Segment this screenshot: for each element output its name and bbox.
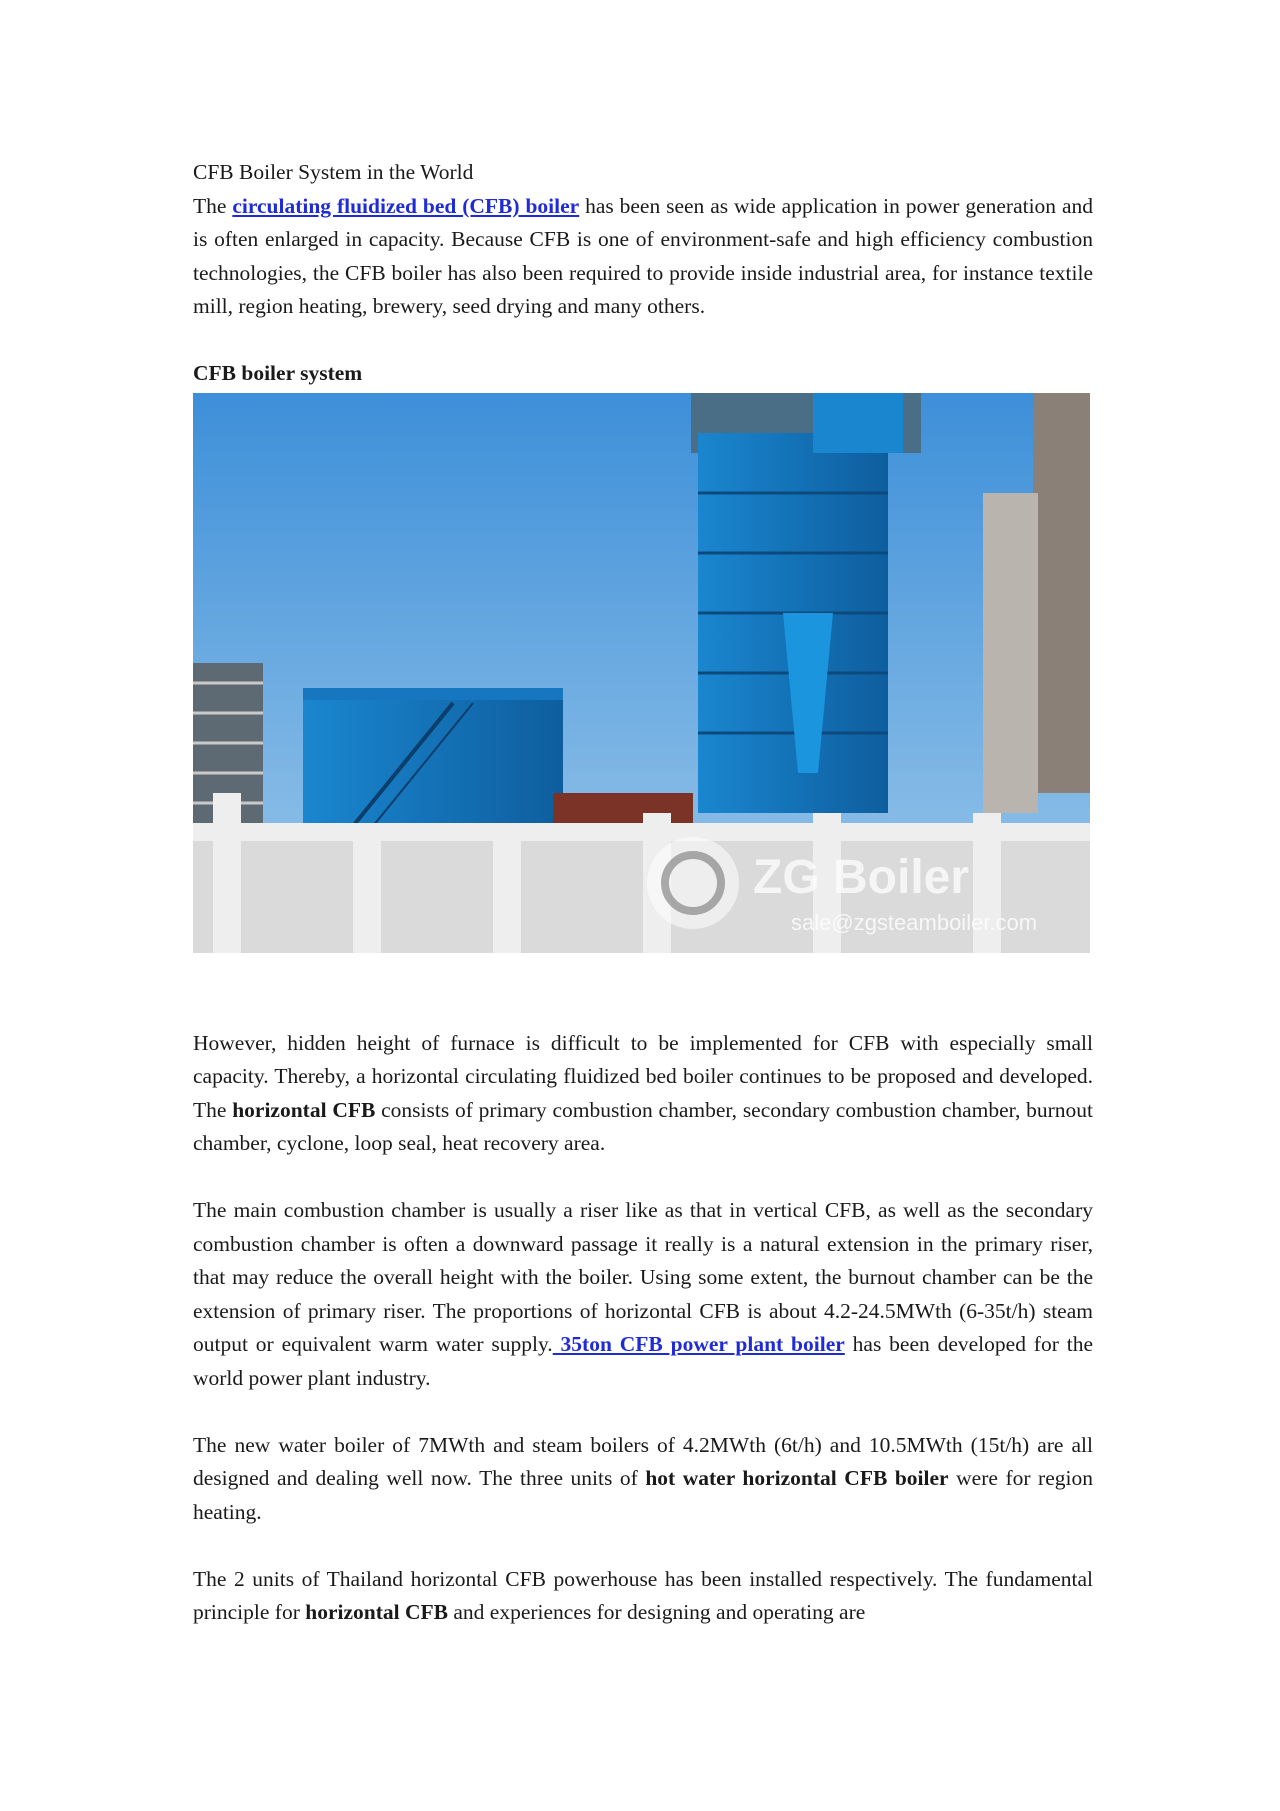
paragraph-1: However, hidden height of furnace is difficult to be implemented for CFB with especially small capacity. Thereby, a horizontal circulating fluidized bed boiler continues to be proposed and developed. The horizontal CFB consists of primary combustion chamber, secondary combustion chamber, burnout chamber, cyclone, loop seal, heat recovery area.: [193, 1030, 1094, 1155]
watermark-brand: ZG Boiler: [753, 850, 970, 904]
cfb-boiler-photo: [193, 393, 1090, 953]
bold-hot-water-cfb: hot water horizontal CFB boiler: [645, 1466, 949, 1490]
paragraph-3: The new water boiler of 7MWth and steam boilers of 4.2MWth (6t/h) and 10.5MWth (15t/h) are all designed and dealing well now. The three units of hot water horizontal CFB boiler were for region heating.: [193, 1432, 1093, 1524]
bold-horizontal-cfb-2: horizontal CFB: [305, 1600, 448, 1624]
document-page: [193, 156, 1093, 1630]
35ton-boiler-link[interactable]: 35ton CFB power plant boiler: [552, 1332, 845, 1356]
section-heading: CFB boiler system: [193, 361, 363, 385]
intro-text-2: has been seen as wide application in power generation and is often enlarged in capacity. Because CFB is one of environment-safe and high efficiency combustion technologies, the CFB boiler has also been required to provide inside industrial area, for instance textile mill, region heating, brewery, seed drying and many others.: [193, 193, 1093, 318]
document-title: CFB Boiler System in the World: [193, 160, 474, 184]
intro-text-1: The: [193, 193, 233, 218]
paragraph-4: The 2 units of Thailand horizontal CFB powerhouse has been installed respectively. The fundamental principle for horizontal CFB and experiences for designing and operating are: [193, 1566, 1093, 1624]
watermark-email: sale@zgsteamboiler.com: [791, 909, 1038, 935]
paragraph-2: The main combustion chamber is usually a riser like as that in vertical CFB, as well as the secondary combustion chamber is often a downward passage it really is a natural extension in the primary riser, that may reduce the overall height with the boiler. Using some extent, the burnout chamber can be the extension of primary riser. The proportions of horizontal CFB is about 4.2-24.5MWth (6-35t/h) steam output or equivalent warm water supply. 35ton CFB power plant boiler has been developed for the world power plant industry.: [193, 1198, 1093, 1390]
bold-horizontal-cfb: horizontal CFB: [232, 1097, 376, 1122]
cfb-boiler-link[interactable]: circulating fluidized bed (CFB) boiler: [232, 193, 580, 218]
intro-paragraph: [193, 190, 1093, 324]
